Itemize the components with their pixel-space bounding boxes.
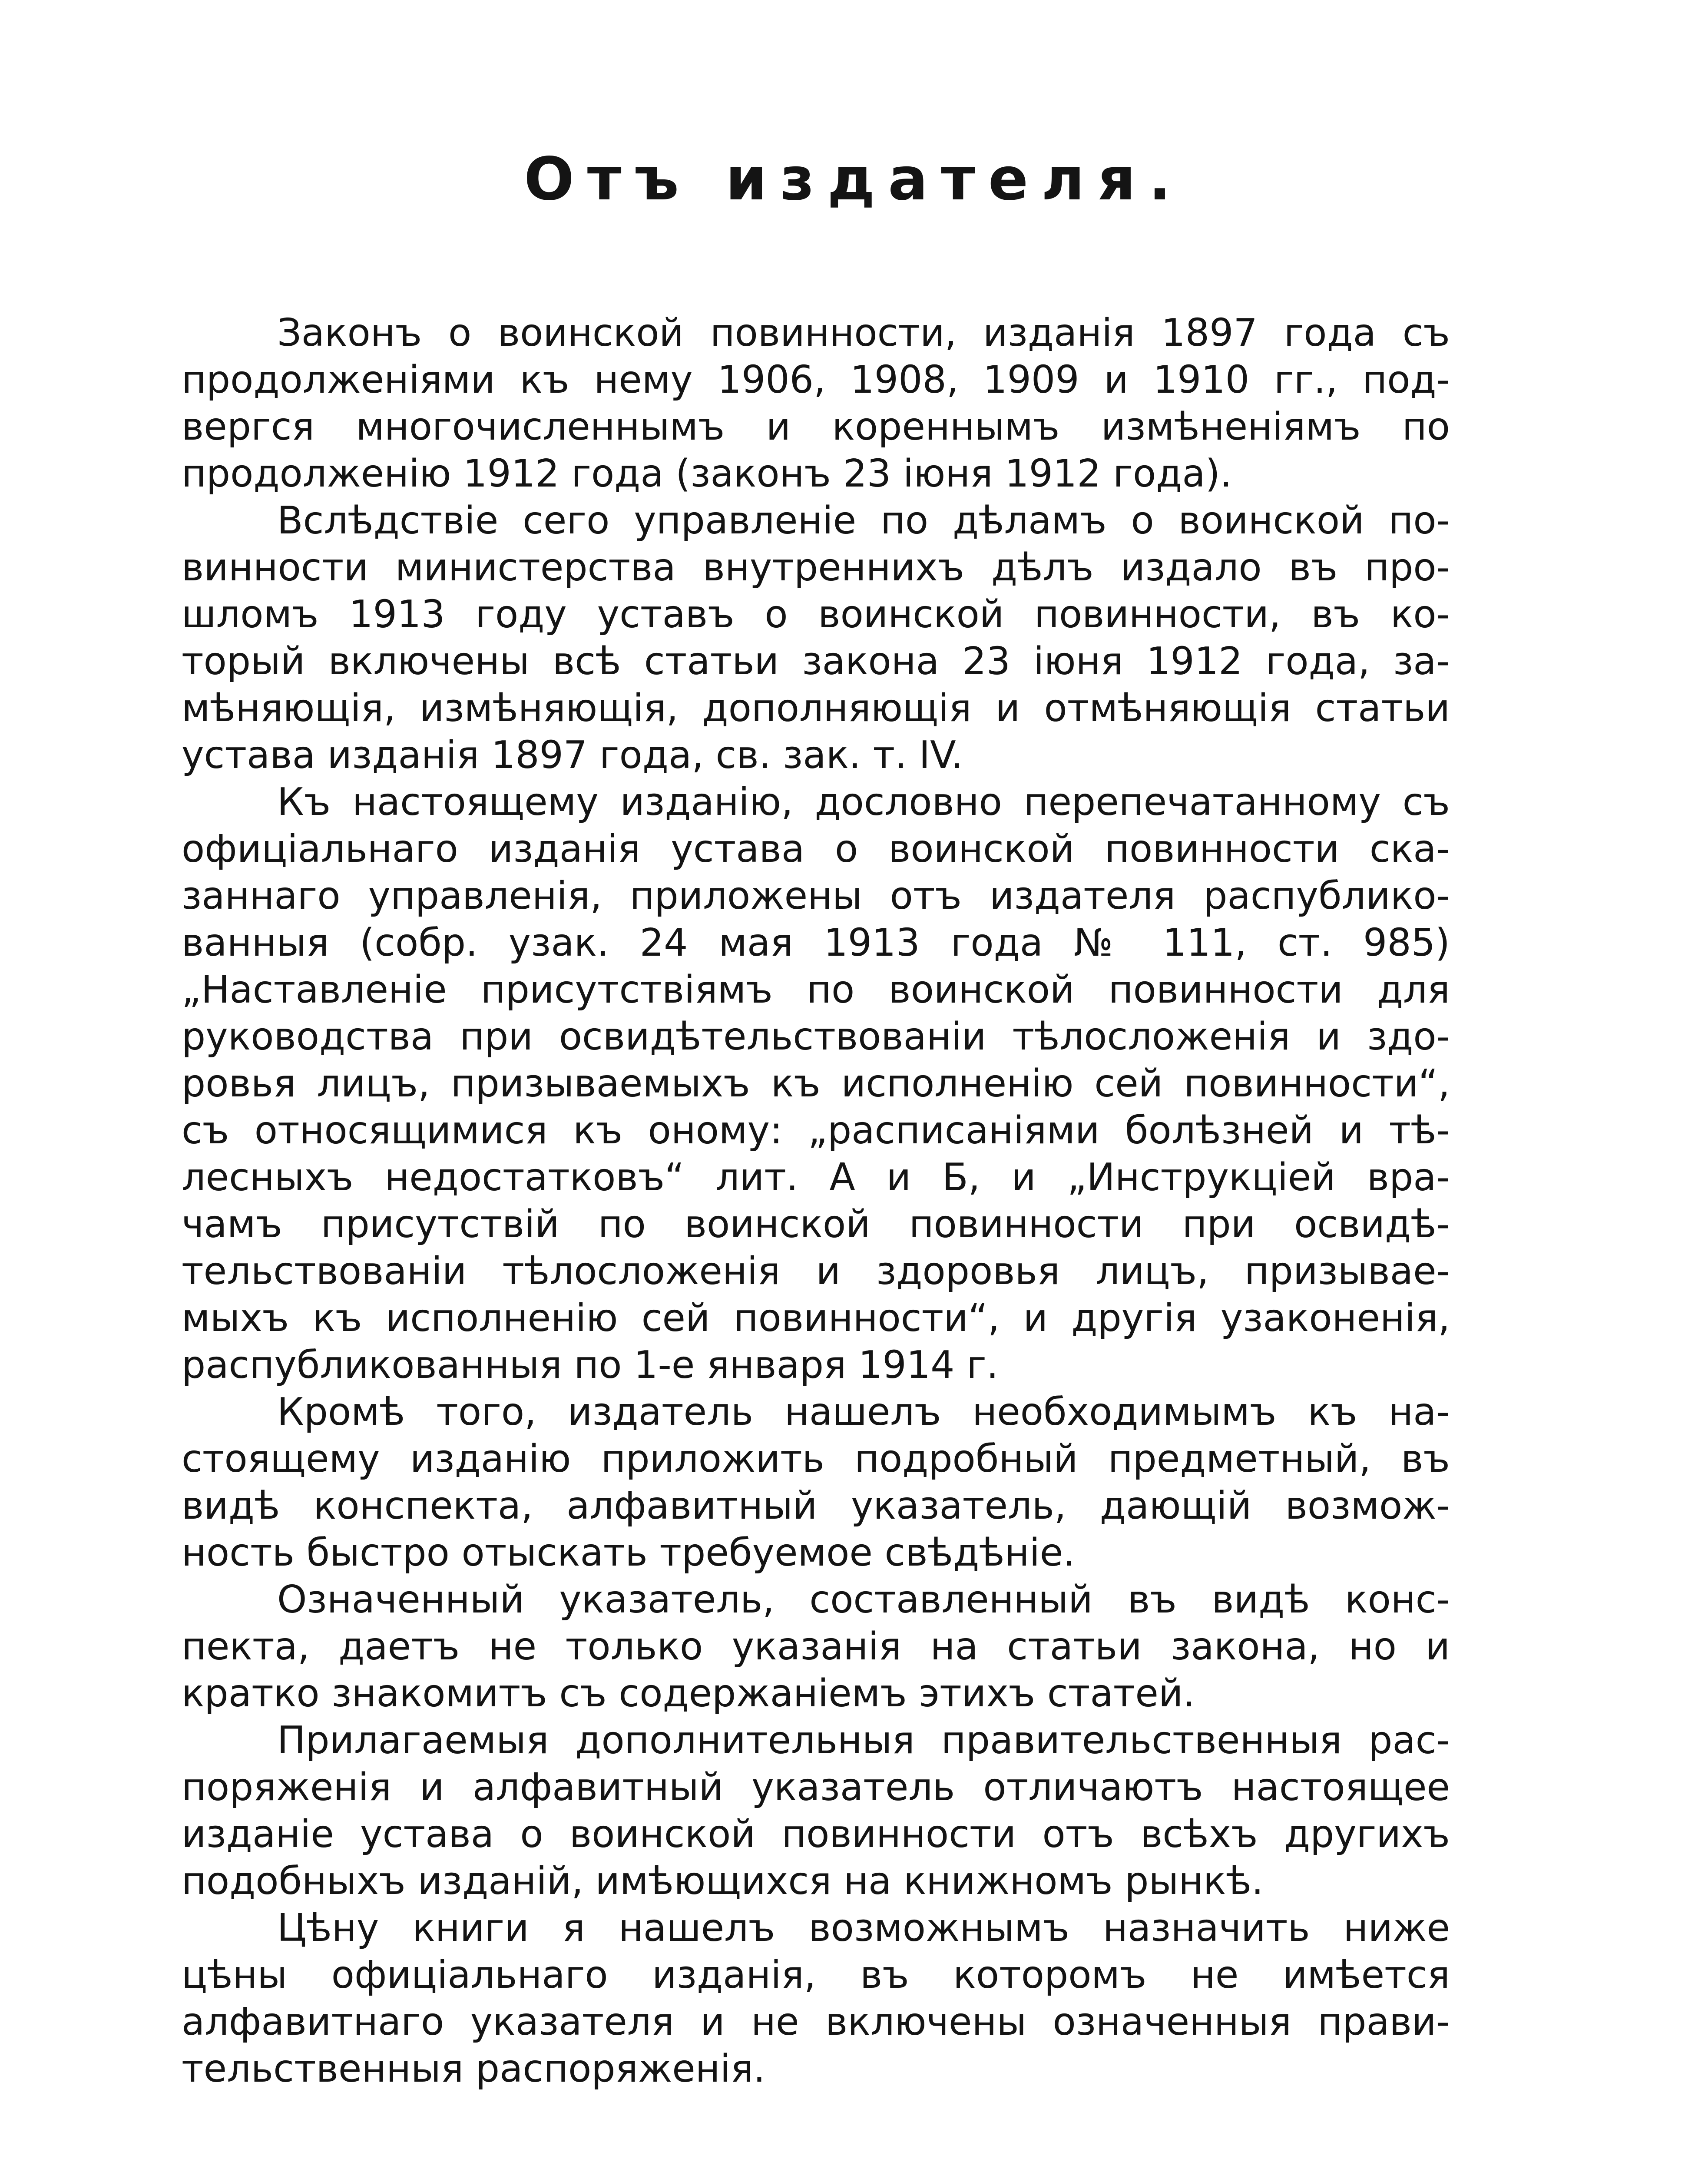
text-line: Прилагаемыя дополнительныя правительственныя рас- — [277, 1718, 1450, 1762]
text-line: подобныхъ изданій, имѣющихся на книжномъ рынкѣ. — [182, 1859, 1264, 1903]
text-line: Означенный указатель, составленный въ видѣ конс- — [277, 1577, 1450, 1622]
text-line: офиціальнаго изданія устава о воинской повинности ска- — [182, 827, 1450, 871]
paragraph — [182, 1904, 1450, 2092]
text-line: Къ настоящему изданію, дословно перепечатанному съ — [277, 780, 1450, 824]
text-line: шломъ 1913 году уставъ о воинской повинности, въ ко- — [182, 592, 1450, 636]
paragraph — [182, 1717, 1450, 1904]
text-line: изданіе устава о воинской повинности отъ всѣхъ другихъ — [182, 1812, 1450, 1856]
paragraph — [182, 778, 1450, 1388]
preface-body — [182, 309, 1450, 2092]
text-line: ванныя (собр. узак. 24 мая 1913 года № 111, ст. 985) — [182, 920, 1450, 965]
text-line: распубликованныя по 1-е января 1914 г. — [182, 1343, 999, 1387]
page-title: Отъ издателя. — [524, 145, 1184, 214]
text-line: устава изданія 1897 года, св. зак. т. IV. — [182, 733, 963, 777]
text-line: тельственныя распоряженія. — [182, 2046, 765, 2091]
text-line: Вслѣдствіе сего управленіе по дѣламъ о воинской по- — [277, 498, 1450, 543]
paragraph — [182, 1576, 1450, 1717]
text-line: руководства при освидѣтельствованіи тѣлосложенія и здо- — [182, 1014, 1450, 1059]
text-line: Цѣну книги я нашелъ возможнымъ назначить ниже — [277, 1906, 1450, 1950]
text-line: Законъ о воинской повинности, изданія 1897 года съ — [277, 311, 1450, 355]
text-line: видѣ конспекта, алфавитный указатель, дающій возмож- — [182, 1483, 1450, 1528]
text-line: мѣняющія, измѣняющія, дополняющія и отмѣняющія статьи — [182, 686, 1450, 730]
paragraph — [182, 1388, 1450, 1576]
text-line: лесныхъ недостатковъ“ лит. А и Б, и „Инструкціей вра- — [182, 1155, 1450, 1199]
text-line: винности министерства внутреннихъ дѣлъ издало въ про- — [182, 545, 1450, 589]
text-line: кратко знакомитъ съ содержаніемъ этихъ статей. — [182, 1671, 1195, 1715]
text-line: ность быстро отыскать требуемое свѣдѣніе. — [182, 1530, 1075, 1575]
text-line: торый включены всѣ статьи закона 23 іюня 1912 года, за- — [182, 639, 1450, 683]
paragraph — [182, 497, 1450, 778]
text-line: заннаго управленія, приложены отъ издателя распублико- — [182, 874, 1450, 918]
text-line: тельствованіи тѣлосложенія и здоровья лицъ, призывае- — [182, 1249, 1450, 1293]
text-line: чамъ присутствій по воинской повинности при освидѣ- — [182, 1202, 1450, 1246]
text-line: стоящему изданію приложить подробный предметный, въ — [182, 1437, 1450, 1481]
text-line: Кромѣ того, издатель нашелъ необходимымъ къ на- — [277, 1390, 1450, 1434]
text-line: продолженіями къ нему 1906, 1908, 1909 и 1910 гг., под- — [182, 358, 1450, 402]
text-line: „Наставленіе присутствіямъ по воинской повинности для — [182, 967, 1450, 1012]
text-line: пекта, даетъ не только указанія на статьи закона, но и — [182, 1624, 1450, 1669]
text-line: вергся многочисленнымъ и кореннымъ измѣненіямъ по — [182, 404, 1450, 449]
text-line: ровья лицъ, призываемыхъ къ исполненію сей повинности“, — [182, 1061, 1450, 1106]
text-line: цѣны офиціальнаго изданія, въ которомъ не имѣется — [182, 1953, 1450, 1997]
text-line: мыхъ къ исполненію сей повинности“, и другія узаконенія, — [182, 1296, 1450, 1340]
text-line: продолженію 1912 года (законъ 23 іюня 1912 года). — [182, 451, 1232, 496]
text-line: алфавитнаго указателя и не включены означенныя прави- — [182, 2000, 1450, 2044]
text-line: съ относящимися къ оному: „расписаніями болѣзней и тѣ- — [182, 1108, 1450, 1152]
text-line: поряженія и алфавитный указатель отличаютъ настоящее — [182, 1765, 1450, 1809]
paragraph — [182, 309, 1450, 497]
